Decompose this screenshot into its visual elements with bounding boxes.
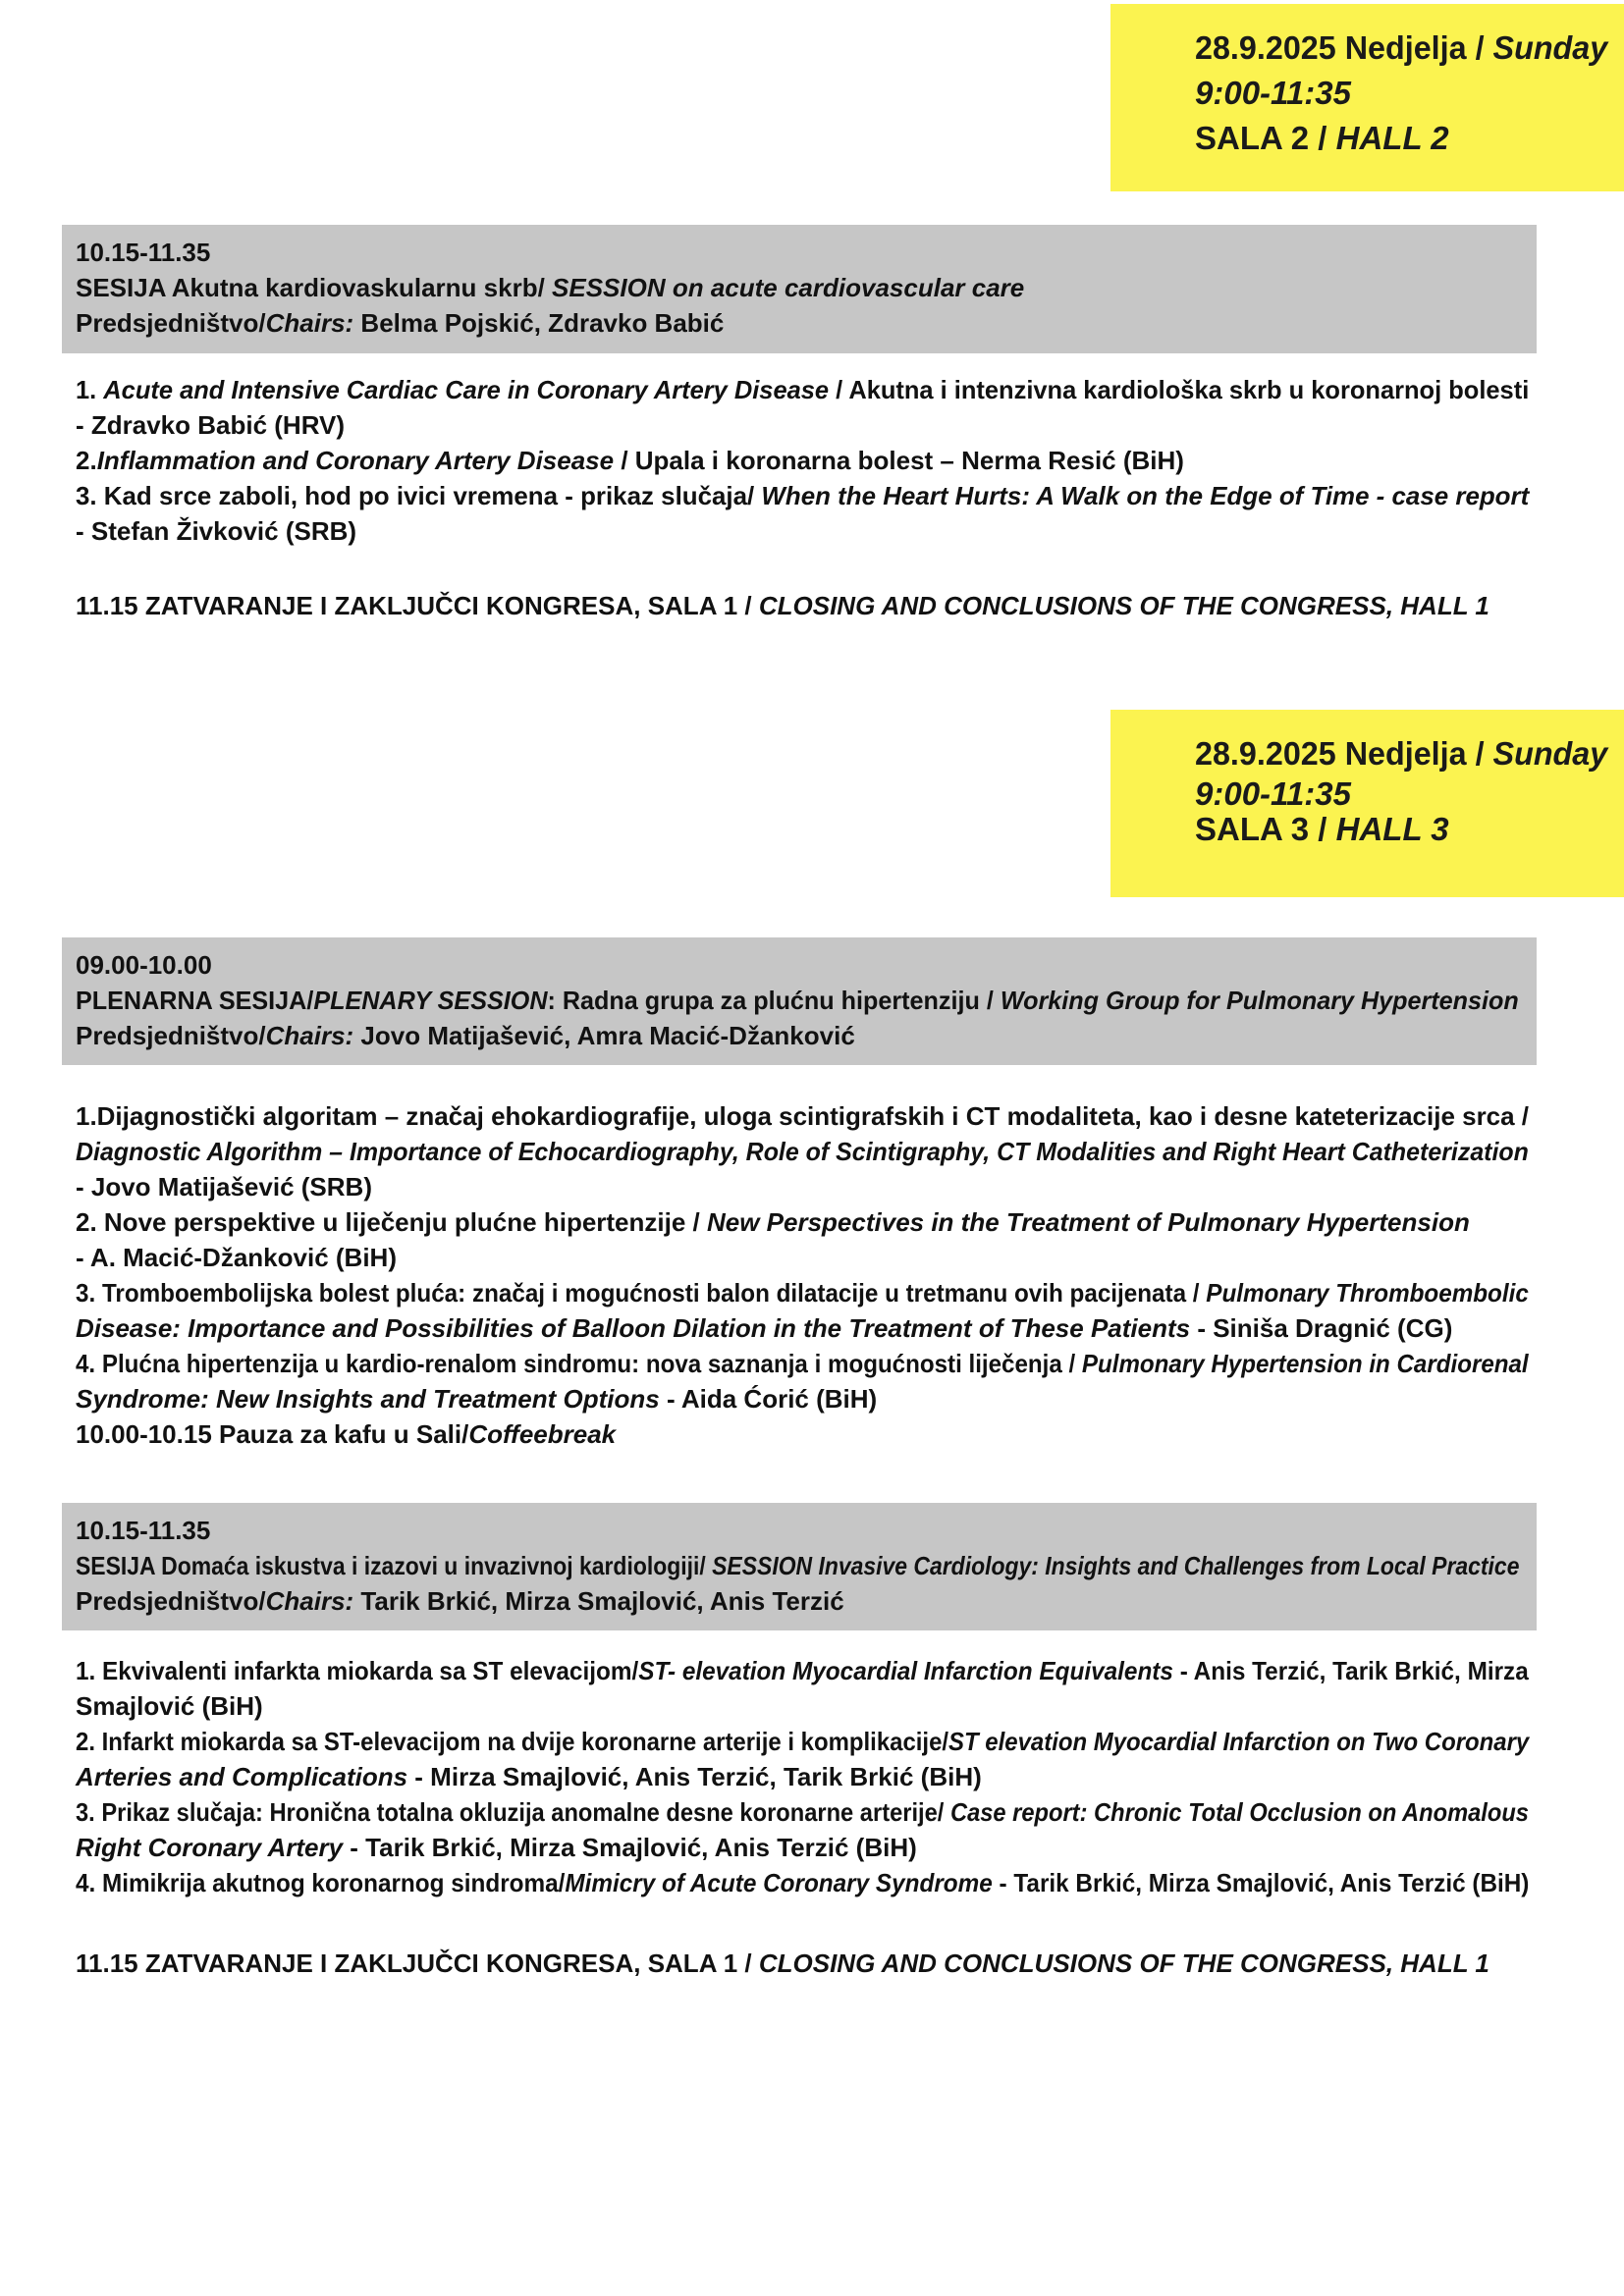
- talk-item: 1. Acute and Intensive Cardiac Care in Coronary Artery Disease / Akutna i intenzivna kardiološka skrb u koronarnoj bolesti: [76, 375, 1530, 404]
- talk-item-cont: Syndrome: New Insights and Treatment Options - Aida Ćorić (BiH): [76, 1384, 878, 1414]
- session-chairs: Predsjedništvo/Chairs: Tarik Brkić, Mirza Smajlović, Anis Terzić: [76, 1586, 844, 1616]
- talk-item: 3. Tromboembolijska bolest pluća: značaj i mogućnosti balon dilatacije u tretmanu ovih pacijenata / Pulmonary Thromboembolic: [76, 1278, 1529, 1308]
- talk-item: 2. Infarkt miokarda sa ST-elevacijom na dvije koronarne arterije i komplikacije/ST elevation Myocardial Infarction on Two Coronary: [76, 1727, 1530, 1756]
- session-time: 10.15-11.35: [76, 1516, 211, 1545]
- day-box-date: 28.9.2025 Nedjelja / Sunday: [1195, 735, 1608, 772]
- day-box-hall: SALA 3 / HALL 3: [1195, 811, 1449, 847]
- talk-speaker: - Jovo Matijašević (SRB): [76, 1172, 372, 1201]
- talk-item: 2.Inflammation and Coronary Artery Disease / Upala i koronarna bolest – Nerma Resić (BiH): [76, 446, 1184, 475]
- day-box-hall-2: [1110, 4, 1624, 191]
- session-chairs: Predsjedništvo/Chairs: Jovo Matijašević, Amra Macić-Džanković: [76, 1021, 855, 1050]
- talk-speaker: - Zdravko Babić (HRV): [76, 410, 346, 440]
- talk-item: 4. Plućna hipertenzija u kardio-renalom sindromu: nova saznanja i mogućnosti liječenja / Pulmonary Hypertension in Cardiorenal: [76, 1349, 1529, 1378]
- session-header-invasive-cardiology: [62, 1503, 1537, 1630]
- session-talk-list: [76, 1098, 1539, 1452]
- closing-announcement: 11.15 ZATVARANJE I ZAKLJUČCI KONGRESA, SALA 1 / CLOSING AND CONCLUSIONS OF THE CONGRESS, HALL 1: [76, 591, 1489, 620]
- session-time: 10.15-11.35: [76, 238, 211, 267]
- talk-item: 4. Mimikrija akutnog koronarnog sindroma/Mimicry of Acute Coronary Syndrome - Tarik Brkić, Mirza Smajlović, Anis Terzić (BiH): [76, 1868, 1530, 1897]
- talk-item: 1.Dijagnostički algoritam – značaj ehokardiografije, uloga scintigrafskih i CT modaliteta, kao i desne kateterizacije srca /: [76, 1101, 1530, 1131]
- session-talk-list: [76, 372, 1539, 549]
- talk-item-cont: Disease: Importance and Possibilities of Balloon Dilation in the Treatment of These Patients - Siniša Dragnić (CG): [76, 1313, 1453, 1343]
- session-title: SESIJA Domaća iskustva i izazovi u invazivnoj kardiologiji/ SESSION Invasive Cardiology: Insights and Challenges from Local Practice: [76, 1551, 1520, 1580]
- session-title: PLENARNA SESIJA/PLENARY SESSION: Radna grupa za plućnu hipertenziju / Working Group for Pulmonary Hypertension: [76, 986, 1519, 1015]
- day-box-time: 9:00-11:35: [1195, 775, 1351, 812]
- day-box-hall-3: [1110, 710, 1624, 897]
- talk-item-en: Diagnostic Algorithm – Importance of Echocardiography, Role of Scintigraphy, CT Modalities and Right Heart Catheterization: [76, 1137, 1529, 1166]
- session-header-plenary: [62, 937, 1537, 1065]
- talk-item-cont: Right Coronary Artery - Tarik Brkić, Mirza Smajlović, Anis Terzić (BiH): [76, 1833, 917, 1862]
- talk-item: 1. Ekvivalenti infarkta miokarda sa ST elevacijom/ST- elevation Myocardial Infarction Equivalents - Anis Terzić, Tarik Brkić, Mirza: [76, 1656, 1529, 1685]
- talk-item: 2. Nove perspektive u liječenju plućne hipertenzije / New Perspectives in the Treatment of Pulmonary Hypertension: [76, 1207, 1470, 1237]
- session-title: SESIJA Akutna kardiovaskularnu skrb/ SESSION on acute cardiovascular care: [76, 273, 1025, 302]
- talk-speaker: - Stefan Živković (SRB): [76, 516, 357, 546]
- coffee-break: 10.00-10.15 Pauza za kafu u Sali/Coffeebreak: [76, 1419, 617, 1449]
- talk-item-cont: Smajlović (BiH): [76, 1691, 263, 1721]
- closing-announcement: 11.15 ZATVARANJE I ZAKLJUČCI KONGRESA, SALA 1 / CLOSING AND CONCLUSIONS OF THE CONGRESS, HALL 1: [76, 1949, 1489, 1978]
- session-time: 09.00-10.00: [76, 950, 212, 980]
- day-box-date: 28.9.2025 Nedjelja / Sunday: [1195, 29, 1608, 66]
- talk-item: 3. Kad srce zaboli, hod po ivici vremena - prikaz slučaja/ When the Heart Hurts: A Walk on the Edge of Time - case report: [76, 481, 1530, 510]
- talk-speaker: - A. Macić-Džanković (BiH): [76, 1243, 397, 1272]
- talk-item-cont: Arteries and Complications - Mirza Smajlović, Anis Terzić, Tarik Brkić (BiH): [76, 1762, 982, 1791]
- session-chairs: Predsjedništvo/Chairs: Belma Pojskić, Zdravko Babić: [76, 308, 725, 338]
- talk-item: 3. Prikaz slučaja: Hronična totalna okluzija anomalne desne koronarne arterije/ Case report: Chronic Total Occlusion on Anomalous: [76, 1797, 1529, 1827]
- day-box-hall: SALA 2 / HALL 2: [1195, 120, 1449, 156]
- session-talk-list: [76, 1653, 1539, 1900]
- session-header-acute-care: [62, 225, 1537, 353]
- day-box-time: 9:00-11:35: [1195, 75, 1351, 111]
